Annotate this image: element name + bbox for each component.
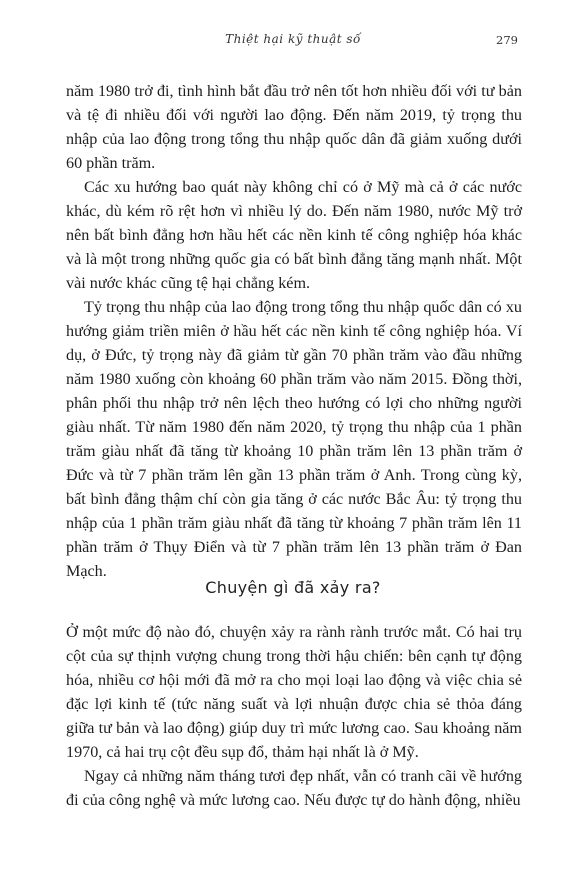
paragraph: Ngay cả những năm tháng tươi đẹp nhất, vẫn có tranh cãi về hướng đi của công nghệ và mức lương cao. Nếu được tự do hành động, nhiều: [66, 768, 522, 809]
section-heading: Chuyện gì đã xảy ra?: [205, 578, 381, 597]
running-title: Thiệt hại kỹ thuật số: [225, 32, 361, 46]
paragraph: Các xu hướng bao quát này không chỉ có ở Mỹ mà cả ở các nước khác, dù kém rõ rệt hơn vì nhiều lý do. Đến năm 1980, nước Mỹ trở nên bất bình đẳng hơn hầu hết các nền kinh tế công nghiệp hóa khác và là một trong những quốc gia có bất bình đẳng tăng mạnh nhất. Một vài nước khác cũng tệ hại chẳng kém.: [66, 179, 522, 292]
paragraph: Tỷ trọng thu nhập của lao động trong tổng thu nhập quốc dân có xu hướng giảm triền miên ở hầu hết các nền kinh tế công nghiệp hóa. Ví dụ, ở Đức, tỷ trọng này đã giảm từ gần 70 phần trăm vào đầu những năm 1980 xuống còn khoảng 60 phần trăm vào năm 2015. Đồng thời, phân phối thu nhập trở nên lệch theo hướng có lợi cho những người giàu nhất. Từ năm 1980 đến năm 2020, tỷ trọng thu nhập của 1 phần trăm giàu nhất đã tăng từ khoảng 10 phần trăm lên 13 phần trăm ở Đức và từ 7 phần trăm lên gần 13 phần trăm ở Anh. Trong cùng kỳ, bất bình đẳng thậm chí còn gia tăng ở các nước Bắc Âu: tỷ trọng thu nhập của 1 phần trăm giàu nhất đã tăng từ khoảng 7 phần trăm lên 11 phần trăm ở Thụy Điển và từ 7 phần trăm lên 13 phần trăm ở Đan Mạch.: [66, 299, 522, 580]
body-text-section-2: [66, 621, 522, 813]
paragraph: Ở một mức độ nào đó, chuyện xảy ra rành rành trước mắt. Có hai trụ cột của sự thịnh vượng chung trong thời hậu chiến: bên cạnh tự động hóa, nhiều cơ hội mới đã mở ra cho mọi loại lao động và việc chia sẻ đặc lợi kinh tế (tức năng suất và lợi nhuận được chia sẻ thỏa đáng giữa tư bản và lao động) giúp duy trì mức lương cao. Sau khoảng năm 1970, cả hai trụ cột đều sụp đổ, thảm hại nhất là ở Mỹ.: [66, 624, 522, 761]
running-header: [68, 32, 518, 52]
page-number: 279: [496, 33, 518, 47]
paragraph: năm 1980 trở đi, tình hình bắt đầu trở nên tốt hơn nhiều đối với tư bản và tệ đi nhiều đối với người lao động. Đến năm 2019, tỷ trọng thu nhập của lao động trong tổng thu nhập quốc dân đã giảm xuống dưới 60 phần trăm.: [66, 83, 522, 172]
body-text-section-1: [66, 80, 522, 584]
